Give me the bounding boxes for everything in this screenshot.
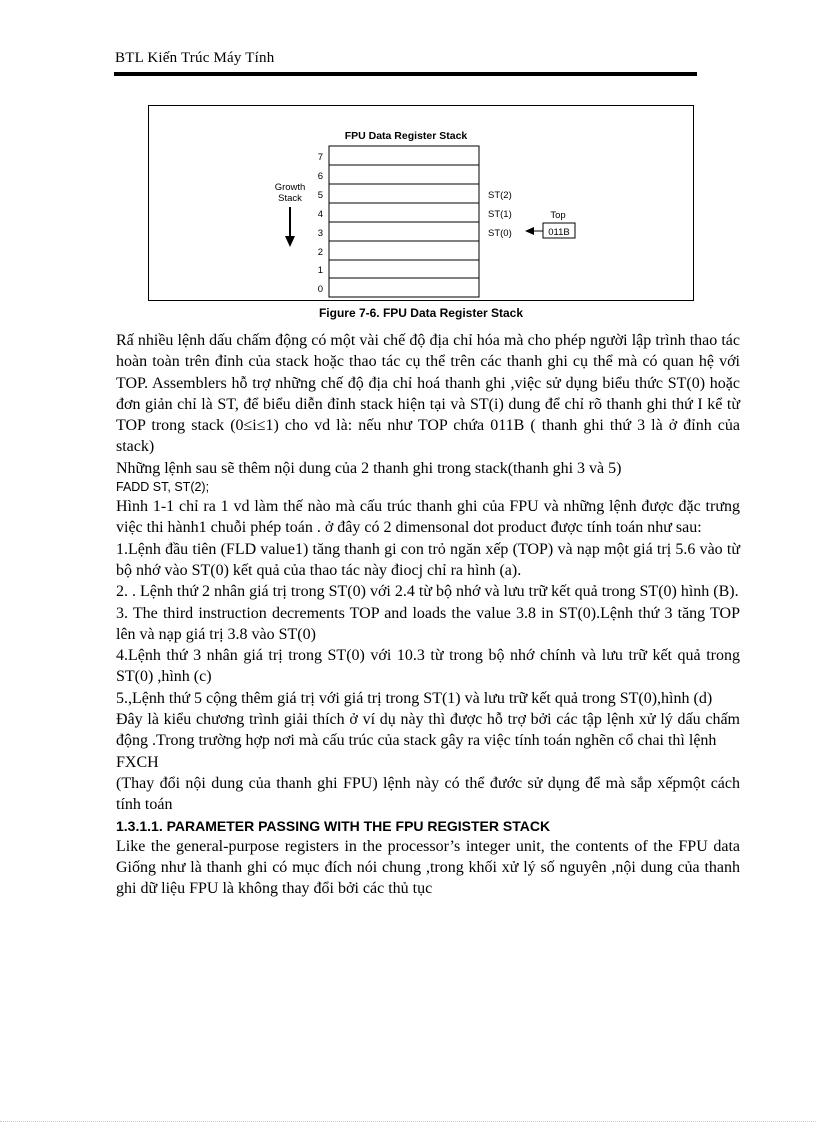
register-number-6: 6 xyxy=(317,171,323,182)
paragraph-parameter-passing: Like the general-purpose registers in the processor’s integer unit, the contents of the FPU data Giống như là thanh ghi có mục đích nói chung ,trong khối xử lý số nguyên ,nội dung của thanh ghi dữ liệu FPU là không thay đổi bởi các thủ tục xyxy=(116,837,740,898)
paragraph-step-5: 5.,Lệnh thứ 5 cộng thêm giá trị với giá trị trong ST(1) và lưu trữ kết quả trong ST(0),hình (d) xyxy=(116,689,713,707)
paragraph-step-3: 3. The third instruction decrements TOP and loads the value 3.8 in ST(0).Lệnh thứ 3 tăng TOP lên và nạp giá trị 3.8 vào ST(0) xyxy=(116,604,740,643)
top-label: Top xyxy=(550,210,566,221)
paragraph-bottleneck: Đây là kiểu chương trình giải thích ở ví dụ này thì được hỗ trợ bởi các tập lệnh xử lý dấu chấm động .Trong trường hợp nơi mà cấu trúc của stack gây ra việc tính toán nghẽn cổ chai thì lệnh xyxy=(116,711,740,750)
stack-label: Stack xyxy=(278,193,302,204)
figure-fpu-register-stack xyxy=(148,105,694,301)
register-number-2: 2 xyxy=(317,247,323,258)
paragraph-step-4: 4.Lệnh thứ 3 nhân giá trị trong ST(0) với 10.3 từ trong bộ nhớ chính và lưu trữ kết quả trong ST(0) ,hình (c) xyxy=(116,647,740,686)
fpu-stack-diagram xyxy=(149,106,695,302)
st0-label: ST(0) xyxy=(488,228,512,239)
register-number-3: 3 xyxy=(317,228,323,239)
register-number-4: 4 xyxy=(317,209,323,220)
st1-label: ST(1) xyxy=(488,209,512,220)
growth-label: Growth xyxy=(274,182,306,193)
st2-label: ST(2) xyxy=(488,190,512,201)
figure-caption: Figure 7-6. FPU Data Register Stack xyxy=(318,306,524,320)
register-number-1: 1 xyxy=(317,265,323,276)
paragraph-addressing-modes: Rấ nhiều lệnh dấu chấm động có một vài chế độ địa chỉ hóa mà cho phép người lập trình thao tác hoàn toàn trên đỉnh của stack hoặc thao tác cụ thể trên các thanh ghi cụ thể mà có quan hệ với TOP. Assemblers hỗ trợ những chế độ địa chỉ hoá thanh ghi ,việc sử dụng biểu thức ST(0) hoặc đơn giản chỉ là ST, để biểu diễn đỉnh stack hiện tại và ST(i) dung để chỉ rõ thanh ghi thứ I kể từ TOP trong stack (0≤i≤1) cho vd là: nếu như TOP chứa 011B ( thanh ghi thứ 3 là ở đỉnh của stack) xyxy=(116,332,740,456)
register-number-0: 0 xyxy=(317,284,323,295)
page-header-title: BTL Kiến Trúc Máy Tính xyxy=(115,50,275,66)
top-value: 011B xyxy=(548,227,570,238)
register-number-7: 7 xyxy=(317,152,323,163)
code-fxch: FXCH xyxy=(116,753,159,771)
paragraph-step-2: 2. . Lệnh thứ 2 nhân giá trị trong ST(0) với 2.4 từ bộ nhớ và lưu trữ kết quả trong ST(0) hình (B). xyxy=(116,583,739,601)
diagram-title: FPU Data Register Stack xyxy=(344,130,468,142)
header-rule xyxy=(114,72,697,76)
paragraph-step-1: 1.Lệnh đầu tiên (FLD value1) tăng thanh gi con trỏ ngăn xếp (TOP) và nạp một giá trị 5.6 vào từ bộ nhớ vào ST(0) kết quả của thao tác này điocj chỉ ra hình (a). xyxy=(116,540,740,579)
paragraph-add-instruction: Những lệnh sau sẽ thêm nội dung của 2 thanh ghi trong stack(thanh ghi 3 và 5) xyxy=(116,459,622,477)
top-pointer-arrowhead xyxy=(525,227,534,235)
code-fadd: FADD ST, ST(2); xyxy=(116,480,210,495)
section-heading-parameter-passing: 1.3.1.1. PARAMETER PASSING WITH THE FPU REGISTER STACK xyxy=(116,817,551,834)
paragraph-fxch-description: (Thay đổi nội dung của thanh ghi FPU) lệnh này có thể đước sử dụng để mà sắp xếpmột cách tính toán xyxy=(116,774,740,814)
growth-arrow-head xyxy=(285,236,295,247)
paragraph-example-intro: Hình 1-1 chỉ ra 1 vd làm thế nào mà cấu trúc thanh ghi của FPU và những lệnh được đặc trưng việc thi hành1 chuỗi phép toán . ở đây có 2 dimensonal dot product được tính toán như sau: xyxy=(116,498,740,537)
body-text xyxy=(116,330,740,899)
register-number-5: 5 xyxy=(317,190,323,201)
